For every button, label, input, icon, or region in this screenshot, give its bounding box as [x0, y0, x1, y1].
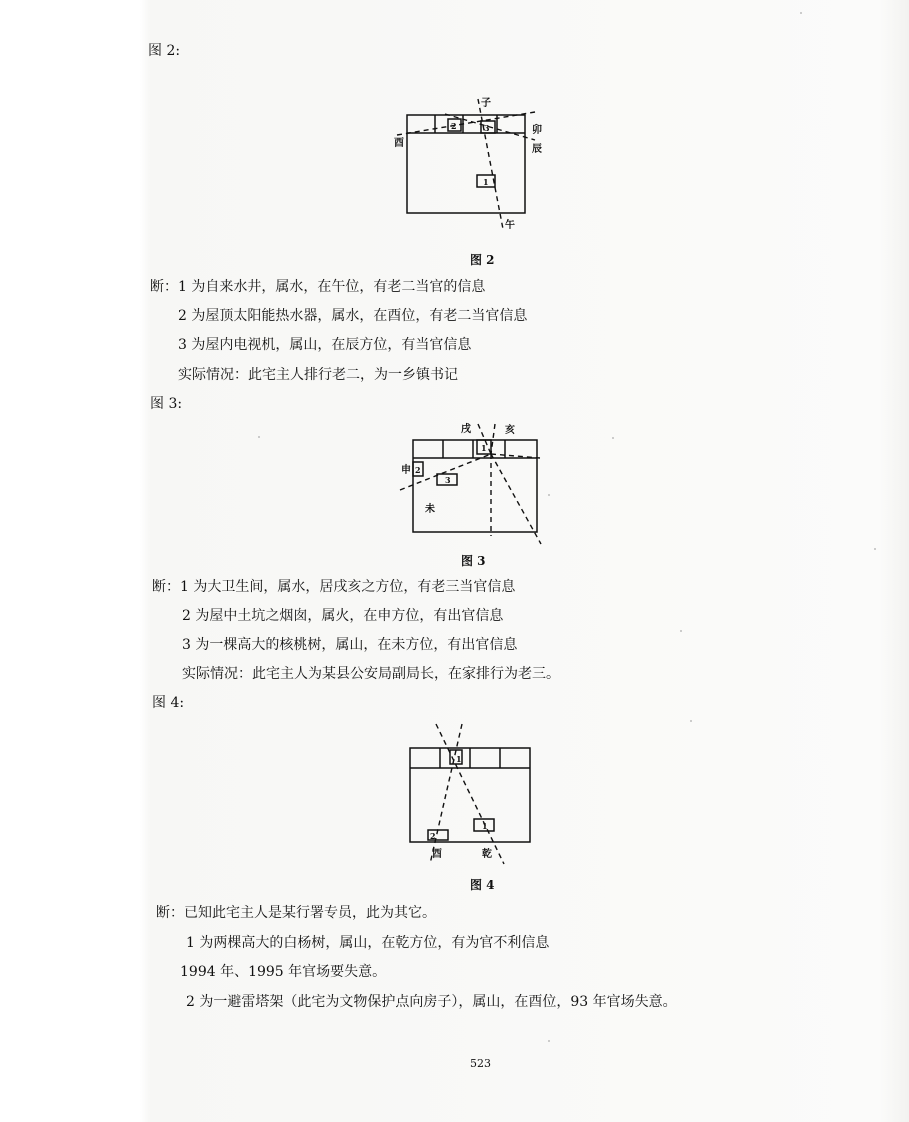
label-2: 2	[451, 121, 457, 131]
fig3-text-line-1: 断：1 为大卫生间，属水，居戌亥之方位，有老三当官信息	[152, 579, 516, 595]
fig4-text-line-2: 1 为两棵高大的白杨树，属山，在乾方位，有为官不利信息	[186, 935, 550, 951]
scan-speck	[800, 12, 802, 14]
fig2-text-line-4: 实际情况：此宅主人排行老二，为一乡镇书记	[178, 367, 458, 383]
figure-2-caption: 图 2	[470, 253, 495, 267]
label-mao: 卯	[532, 125, 542, 136]
label-1: 1	[482, 821, 488, 831]
chen-axis	[445, 114, 535, 140]
label-xu: 戌	[461, 424, 471, 435]
figure-3-caption: 图 3	[461, 554, 486, 568]
scan-speck	[258, 436, 260, 438]
fig3-text-line-2: 2 为屋中土坑之烟囱，属火，在申方位，有出官信息	[182, 608, 504, 624]
label-1: 1	[483, 177, 489, 187]
label-you: 酉	[394, 138, 404, 149]
house-outline	[413, 440, 537, 532]
fig4-text-line-3: 1994 年、1995 年官场要失意。	[180, 964, 387, 980]
qian-axis	[436, 724, 504, 864]
figure-4-caption: 图 4	[470, 878, 495, 892]
label-3: 3	[445, 475, 451, 485]
figure-4-heading: 图 4:	[152, 695, 185, 711]
label-1: 1	[481, 443, 487, 453]
scan-speck	[680, 630, 682, 632]
fig2-text-line-2: 2 为屋顶太阳能热水器，属水，在酉位，有老二当官信息	[178, 308, 528, 324]
scan-speck	[548, 1040, 550, 1042]
figure-4-diagram	[400, 718, 540, 868]
scan-speck	[548, 494, 550, 496]
figure-2-heading: 图 2:	[148, 43, 181, 59]
label-wei: 未	[425, 504, 435, 515]
label-you: 酉	[432, 849, 442, 860]
fig3-text-line-3: 3 为一棵高大的核桃树，属山，在未方位，有出官信息	[182, 637, 518, 653]
label-zi: 子	[481, 98, 491, 109]
label-top: 1	[456, 754, 462, 764]
figure-3-diagram	[395, 418, 555, 553]
fig3-text-line-4: 实际情况：此宅主人为某县公安局副局长，在家排行为老三。	[182, 666, 560, 682]
you-axis	[430, 724, 462, 864]
page-number: 523	[470, 1057, 491, 1070]
scan-speck	[612, 437, 614, 439]
label-chen: 辰	[532, 144, 542, 155]
fig2-text-line-3: 3 为屋内电视机，属山，在辰方位，有当官信息	[178, 337, 472, 353]
figure-2-diagram	[385, 95, 555, 235]
label-hai: 亥	[505, 425, 515, 436]
label-3: 3	[484, 123, 490, 133]
label-wu: 午	[505, 220, 515, 231]
label-qian: 乾	[482, 849, 492, 860]
scan-speck	[690, 720, 692, 722]
scan-speck	[874, 548, 876, 550]
fig4-text-line-4: 2 为一避雷塔架（此宅为文物保护点向房子），属山，在酉位，93 年官场失意。	[186, 994, 677, 1010]
wei-axis	[491, 454, 541, 544]
label-2: 2	[430, 831, 436, 841]
label-shen: 申	[401, 465, 411, 476]
fig4-text-line-1: 断：已知此宅主人是某行署专员，此为其它。	[156, 905, 436, 921]
fig2-text-line-1: 断：1 为自来水井，属水，在午位，有老二当官的信息	[150, 279, 486, 295]
figure-3-heading: 图 3:	[150, 396, 183, 412]
label-2: 2	[415, 465, 421, 475]
